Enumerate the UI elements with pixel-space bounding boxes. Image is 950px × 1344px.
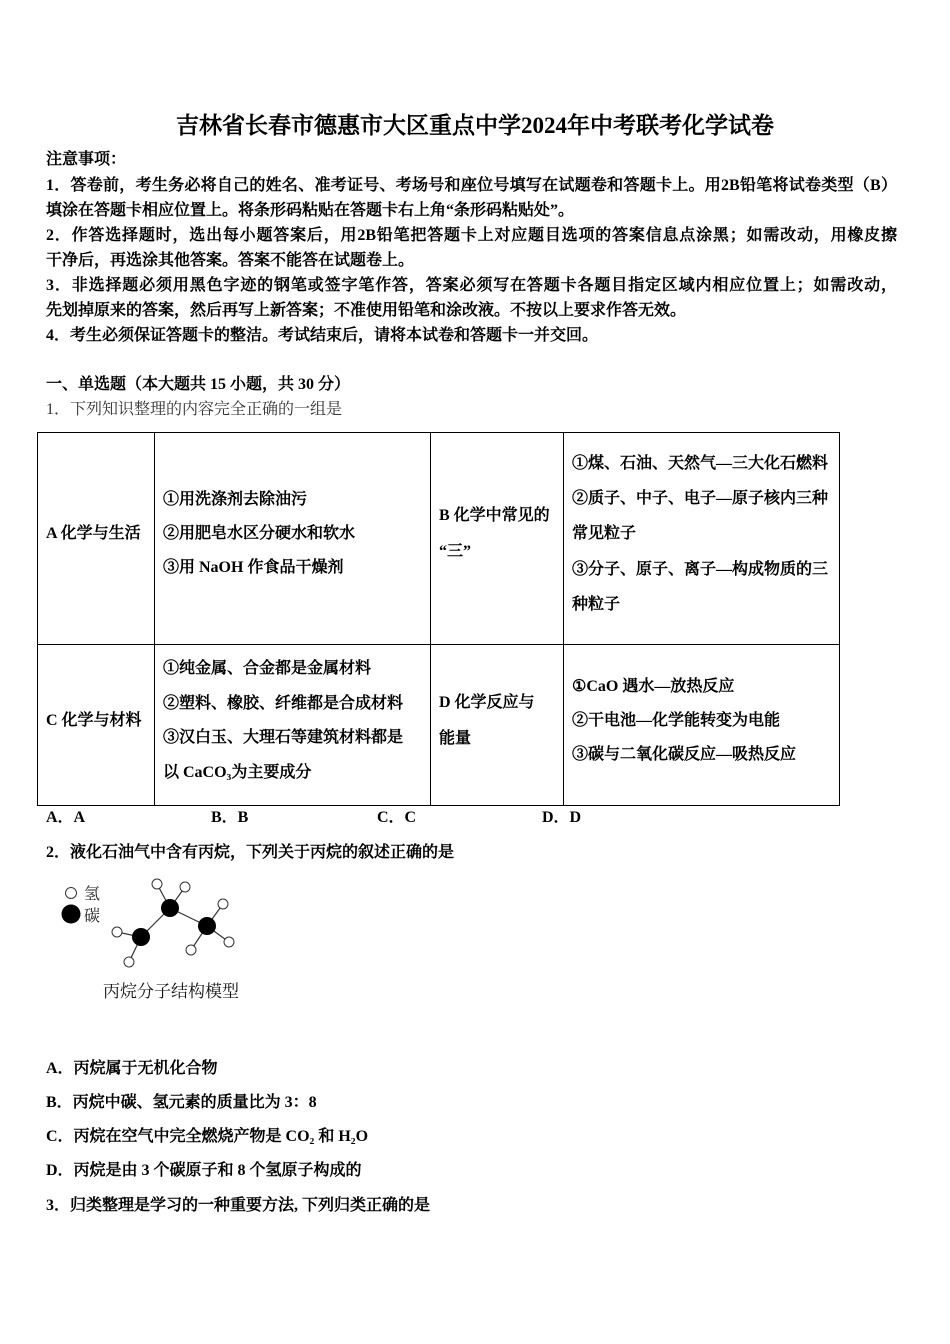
hydrogen-atom <box>180 882 190 892</box>
cell-line: ③分子、原子、离子—构成物质的三 <box>572 560 829 578</box>
cell-line: ②用肥皂水区分硬水和软水 <box>163 525 356 542</box>
notice-line: 3．非选择题必须用黑色字迹的钢笔或签字笔作答，答案必须写在答题卡各题目指定区域内相应位置上；如需改动， <box>46 277 897 294</box>
cell-line: A 化学与生活 <box>46 525 141 542</box>
legend-carbon-atom <box>62 905 81 924</box>
table-cell-topic-b <box>431 433 564 645</box>
cell-line: ①纯金属、合金都是金属材料 <box>163 660 372 677</box>
cell-line: ②塑料、橡胶、纤维都是合成材料 <box>163 694 404 712</box>
q1-stem: 1．下列知识整理的内容完全正确的一组是 <box>46 401 343 418</box>
table-row <box>38 433 840 645</box>
table-cell-topic-c <box>38 645 155 806</box>
cell-line: 种粒子 <box>572 595 621 613</box>
carbon-atom <box>198 917 216 935</box>
q1-option-c: C．C <box>377 809 417 826</box>
cell-line: “三” <box>439 543 472 560</box>
q2-option-c: C．丙烷在空气中完全燃烧产物是 CO₂ 和 H₂O <box>46 1128 369 1145</box>
notice-heading: 注意事项： <box>46 151 127 168</box>
cell-line: ②干电池—化学能转变为电能 <box>572 712 781 729</box>
page-title: 吉林省长春市德惠市大区重点中学2024年中考联考化学试卷 <box>176 113 774 138</box>
cell-line: 能量 <box>439 730 472 747</box>
cell-line: ③汉白玉、大理石等建筑材料都是 <box>163 729 404 746</box>
cell-line: ①CaO 遇水—放热反应 <box>572 678 735 695</box>
q1-option-b: B．B <box>211 809 249 826</box>
table-cell-content-c <box>155 645 431 806</box>
legend-carbon-label: 碳 <box>84 908 101 925</box>
notice-line: 填涂在答题卡相应位置上。将条形码粘贴在答题卡右上角“条形码粘贴处”。 <box>46 202 575 219</box>
hydrogen-atom <box>224 937 234 947</box>
q2-option-a: A．丙烷属于无机化合物 <box>46 1060 218 1077</box>
hydrogen-atom <box>112 927 122 937</box>
cell-line: ③用 NaOH 作食品干燥剂 <box>163 559 344 576</box>
section-heading: 一、单选题（本大题共 15 小题，共 30 分） <box>46 376 351 393</box>
q1-knowledge-table <box>37 432 840 806</box>
hydrogen-atom <box>218 899 228 909</box>
cell-line: C 化学与材料 <box>46 712 142 729</box>
table-row <box>38 645 840 806</box>
cell-line: ①煤、石油、天然气—三大化石燃料 <box>572 455 829 472</box>
hydrogen-atom <box>186 945 196 955</box>
notice-line: 干净后，再选涂其他答案。答案不能答在试题卷上。 <box>46 252 415 269</box>
table-cell-topic-a <box>38 433 155 645</box>
table-cell-topic-d <box>431 645 564 806</box>
hydrogen-atom <box>152 879 162 889</box>
cell-line: ①用洗涤剂去除油污 <box>163 491 308 508</box>
cell-line: ③碳与二氧化碳反应—吸热反应 <box>572 746 797 763</box>
molecule-caption: 丙烷分子结构模型 <box>103 982 239 1001</box>
notice-line: 先划掉原来的答案，然后再写上新答案；不准使用铅笔和涂改液。不按以上要求作答无效。 <box>46 302 687 319</box>
legend-hydrogen-atom <box>66 888 77 899</box>
table-cell-content-b <box>564 433 840 645</box>
notice-line: 1．答卷前，考生务必将自己的姓名、准考证号、考场号和座位号填写在试题卷和答题卡上。用2B铅笔将试卷类型（B） <box>46 177 897 194</box>
carbon-atom <box>132 928 150 946</box>
cell-line: 以 CaCO₃为主要成分 <box>163 763 312 781</box>
q2-option-d: D．丙烷是由 3 个碳原子和 8 个氢原子构成的 <box>46 1162 362 1179</box>
hydrogen-atom <box>124 957 134 967</box>
cell-line: B 化学中常见的 <box>439 507 550 524</box>
cell-line: 常见粒子 <box>572 525 637 543</box>
q1-option-d: D．D <box>542 809 582 826</box>
cell-line: D 化学反应与 <box>439 694 535 711</box>
table-cell-content-a <box>155 433 431 645</box>
carbon-atom <box>161 899 179 917</box>
notice-line: 2．作答选择题时，选出每小题答案后，用2B铅笔把答题卡上对应题目选项的答案信息点涂黑；如需改动，用橡皮擦 <box>46 227 897 244</box>
cell-line: ②质子、中子、电子—原子核内三种 <box>572 490 829 508</box>
q2-option-b: B．丙烷中碳、氢元素的质量比为 3：8 <box>46 1094 317 1111</box>
table-cell-content-d <box>564 645 840 806</box>
q2-stem: 2．液化石油气中含有丙烷，下列关于丙烷的叙述正确的是 <box>46 844 455 861</box>
q1-option-a: A．A <box>46 809 86 826</box>
legend-hydrogen-label: 氢 <box>84 886 101 903</box>
notice-line: 4．考生必须保证答题卡的整洁。考试结束后，请将本试卷和答题卡一并交回。 <box>46 327 599 344</box>
q3-stem: 3．归类整理是学习的一种重要方法, 下列归类正确的是 <box>46 1197 431 1214</box>
